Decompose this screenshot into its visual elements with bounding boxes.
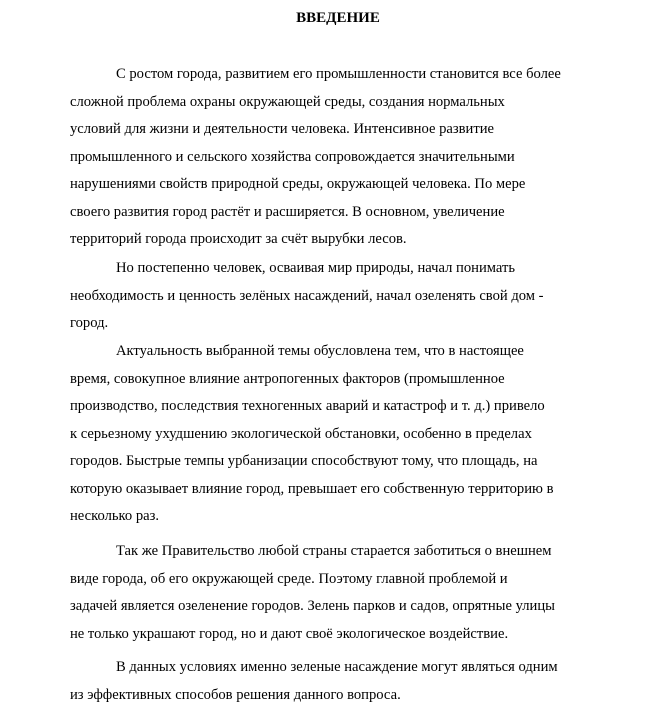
paragraph-line: Но постепенно человек, осваивая мир природы, начал понимать <box>116 260 516 276</box>
paragraph-line: сложной проблема охраны окружающей среды, создания нормальных <box>70 93 505 110</box>
paragraph-line: С ростом города, развитием его промышленности становится все более <box>116 66 561 82</box>
paragraph-line: время, совокупное влияние антропогенных факторов (промышленное <box>70 370 505 387</box>
paragraph-line: производство, последствия техногенных аварий и катастроф и т. д.) привело <box>70 398 545 414</box>
paragraph-line: В данных условиях именно зеленые насаждение могут являться одним <box>116 659 558 675</box>
paragraph <box>70 338 610 531</box>
paragraph-line: городов. Быстрые темпы урбанизации способствуют тому, что площадь, на <box>70 453 538 469</box>
paragraph <box>70 538 610 648</box>
document-title: ВВЕДЕНИЕ <box>296 10 380 26</box>
paragraph <box>70 255 610 338</box>
paragraph-line: Актуальность выбранной темы обусловлена тем, что в настоящее <box>116 343 524 359</box>
paragraph-line: промышленного и сельского хозяйства сопровождается значительными <box>70 148 515 165</box>
paragraph-line: виде города, об его окружающей среде. Поэтому главной проблемой и <box>70 570 508 587</box>
paragraph-line: к серьезному ухудшению экологической обстановки, особенно в пределах <box>70 425 532 442</box>
paragraph-line: условий для жизни и деятельности человека. Интенсивное развитие <box>70 121 494 137</box>
paragraph-line: которую оказывает влияние город, превышает его собственную территорию в <box>70 480 554 497</box>
paragraph-line: территорий города происходит за счёт вырубки лесов. <box>70 231 407 247</box>
paragraph-line: задачей является озеленение городов. Зелень парков и садов, опрятные улицы <box>70 598 555 614</box>
paragraph-line: своего развития город растёт и расширяется. В основном, увеличение <box>70 203 505 220</box>
paragraph-line: несколько раз. <box>70 508 160 524</box>
paragraph-line: необходимость и ценность зелёных насаждений, начал озеленять свой дом - <box>70 287 544 304</box>
paragraph <box>70 61 610 254</box>
paragraph <box>70 654 610 709</box>
paragraph-line: из эффективных способов решения данного вопроса. <box>70 686 401 703</box>
paragraph-line: Так же Правительство любой страны старается заботиться о внешнем <box>116 543 552 559</box>
paragraph-line: не только украшают город, но и дают своё экологическое воздействие. <box>70 625 509 642</box>
paragraph-line: нарушениями свойств природной среды, окружающей человека. По мере <box>70 176 526 192</box>
paragraph-line: город. <box>70 315 109 331</box>
